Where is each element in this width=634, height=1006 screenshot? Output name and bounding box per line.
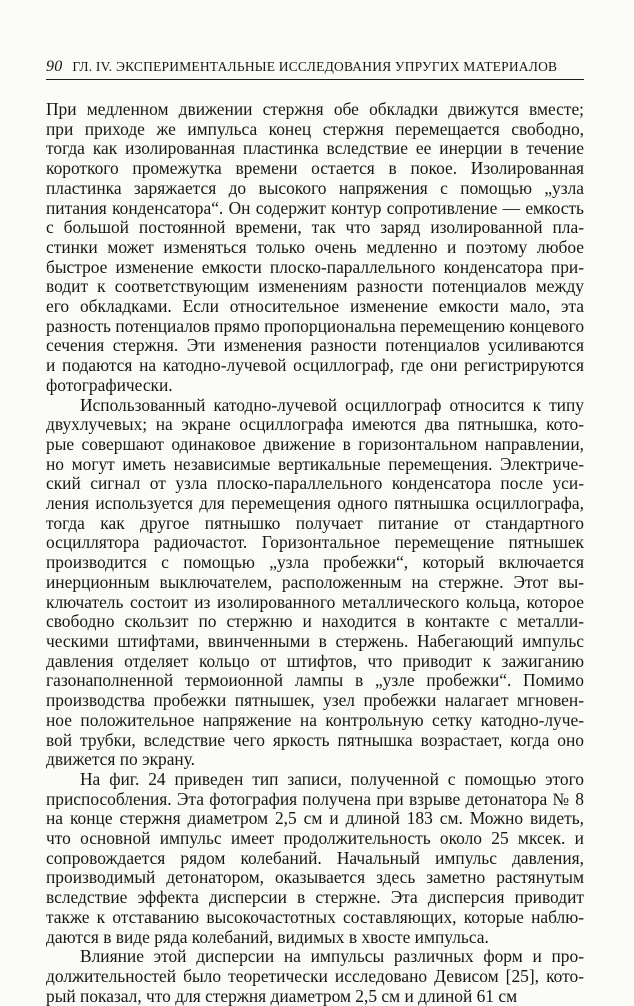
header-rule: [46, 79, 584, 80]
paragraph: [46, 947, 584, 1006]
text-line: движется по экрану.: [46, 749, 196, 770]
page-number: 90: [46, 58, 63, 75]
text-line: приспособления. Эта фотография получена при взрыве детонатора № 8: [46, 788, 584, 809]
paragraph: [46, 770, 584, 947]
text-line: тогда как изолированная пластинка вследствие ее инерции в течение: [46, 138, 584, 159]
text-line: ский сигнал от узла плоско-параллельного конденсатора после уси-: [46, 473, 584, 494]
text-line: производства пробежки пятнышек, узел пробежки налагает мгновен-: [46, 690, 584, 711]
text-line: инерционным выключателем, расположенным на стержне. Этот вы-: [46, 571, 584, 592]
text-line: рые совершают одинаковое движение в горизонтальном направлении,: [46, 433, 584, 454]
text-line: тогда как другое пятнышко получает питание от стандартного: [46, 512, 584, 533]
text-line: на конце стержня диаметром 2,5 см и длиной 183 см. Можно видеть,: [46, 808, 584, 829]
running-header: [46, 58, 584, 76]
text-line: вой трубки, вследствие чего яркость пятнышка возрастает, когда оно: [46, 729, 584, 750]
text-line: ления используется для перемещения одного пятнышка осциллографа,: [46, 493, 584, 514]
text-line: его обкладками. Если относительное изменение емкости мало, эта: [46, 296, 584, 317]
text-line: производится с помощью „узла пробежки“, который включается: [46, 552, 584, 573]
body-text: [46, 100, 584, 1006]
text-line: двухлучевых; на экране осциллографа имеются два пятнышка, кото-: [46, 414, 584, 435]
text-line: На фиг. 24 приведен тип записи, полученной с помощью этого: [80, 768, 584, 789]
text-line: должительностей было теоретически исследовано Девисом [25], кото-: [46, 965, 584, 986]
text-line: осциллятора радиочастот. Горизонтальное перемещение пятнышек: [46, 532, 584, 553]
text-line: даются в виде ряда колебаний, видимых в хвосте импульса.: [46, 926, 489, 947]
text-line: давления отделяет кольцо от штифтов, что приводит к зажиганию: [46, 650, 584, 671]
text-line: При медленном движении стержня обе обкладки движутся вместе;: [46, 99, 584, 119]
text-line: газонаполненной термоионной лампы в „узле пробежки“. Помимо: [46, 670, 584, 691]
running-title: ГЛ. IV. ЭКСПЕРИМЕНТАЛЬНЫЕ ИССЛЕДОВАНИЯ УПРУГИХ МАТЕРИАЛОВ: [72, 59, 558, 74]
text-line: ческими штифтами, ввинченными в стержень. Набегающий импульс: [46, 630, 584, 651]
text-line: с большой постоянной времени, так что заряд изолированной пла-: [46, 217, 584, 238]
text-line: но могут иметь независимые вертикальные перемещения. Электриче-: [46, 453, 584, 474]
text-line: ключатель состоит из изолированного металлического кольца, которое: [46, 591, 584, 612]
text-line: стинки может изменяться только очень медленно и поэтому любое: [46, 236, 584, 257]
text-line: при приходе же импульса конец стержня перемещается свободно,: [46, 118, 584, 139]
text-line: рый показал, что для стержня диаметром 2,5 см и длиной 61 см: [46, 985, 518, 1006]
text-line: вследствие эффекта дисперсии в стержне. Эта дисперсия приводит: [46, 887, 584, 908]
text-line: быстрое изменение емкости плоско-параллельного конденсатора при-: [46, 256, 584, 277]
text-line: ное положительное напряжение на контрольную сетку катодно-луче-: [46, 709, 584, 730]
text-line: фотографически.: [46, 374, 173, 395]
text-line: короткого промежутка времени остается в покое. Изолированная: [46, 158, 584, 179]
text-line: что основной импульс имеет продолжительность около 25 мксек. и: [46, 828, 584, 849]
text-line: сечения стержня. Эти изменения разности потенциалов усиливаются: [46, 335, 584, 356]
text-line: свободно скользит по стержню и находится в контакте с металли-: [46, 611, 584, 632]
text-line: питания конденсатора“. Он содержит контур сопротивление — емкость: [46, 197, 584, 218]
text-line: и подаются на катодно-лучевой осциллограф, где они регистрируются: [46, 355, 584, 376]
paragraph: [46, 396, 584, 770]
text-line: также к отставанию высокочастотных составляющих, которые наблю-: [46, 906, 584, 927]
text-line: производимый детонатором, оказывается здесь заметно растянутым: [46, 867, 584, 888]
text-line: Использованный катодно-лучевой осциллограф относится к типу: [80, 394, 584, 415]
text-line: водит к соответствующим изменениям разности потенциалов между: [46, 276, 584, 297]
text-line: разность потенциалов прямо пропорциональна перемещению концевого: [46, 315, 585, 336]
text-line: пластинка заряжается до высокого напряжения с помощью „узла: [46, 177, 584, 198]
paragraph: [46, 100, 584, 396]
text-line: сопровождается рядом колебаний. Начальный импульс давления,: [46, 847, 584, 868]
text-line: Влияние этой дисперсии на импульсы различных форм и про-: [80, 946, 584, 967]
